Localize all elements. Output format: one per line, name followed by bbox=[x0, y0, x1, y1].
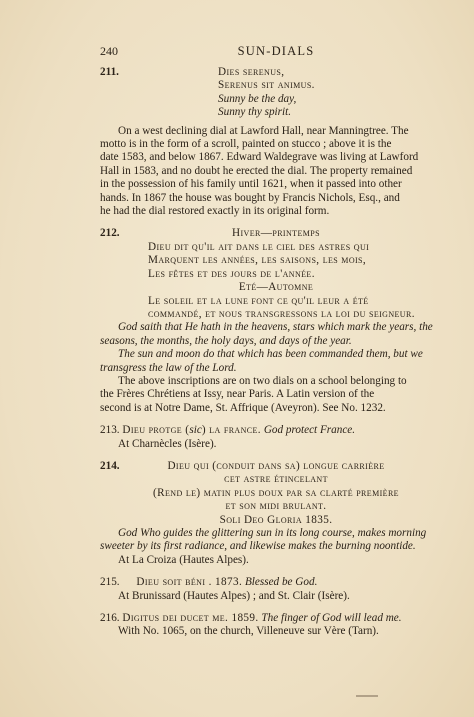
paragraph-line: date 1583, and below 1867. Edward Waldegrave was living at Lawford bbox=[100, 151, 419, 164]
entry-number: 216. bbox=[100, 612, 120, 625]
motto-line bbox=[100, 576, 452, 589]
paragraph-line: Hall in 1583, and no doubt he erected the dial. The property remained bbox=[100, 164, 413, 177]
season-heading: Hiver—printemps bbox=[232, 227, 320, 240]
translation-text: Blessed be God. bbox=[244, 576, 318, 589]
paragraph-line: he had the dial restored exactly in its original form. bbox=[100, 205, 330, 218]
paragraph-line: On a west declining dial at Lawford Hall, near Manningtree. The bbox=[118, 124, 409, 137]
motto-text: ) la france. bbox=[201, 424, 262, 437]
location-line: At La Croiza (Hautes Alpes). bbox=[118, 553, 249, 566]
paragraph-line: motto is in the form of a scroll, painted on stucco ; above it is the bbox=[100, 138, 392, 151]
entry-214 bbox=[100, 460, 452, 567]
entry-216 bbox=[100, 612, 452, 639]
motto-line: Le soleil et la lune font ce qu'il leur a été bbox=[148, 294, 369, 307]
motto-line: Soli Deo Gloria 1835. bbox=[219, 513, 333, 526]
motto-line: Serenus sit animus. bbox=[218, 79, 315, 92]
motto-text: Dieu protge ( bbox=[122, 424, 190, 437]
ink-mark bbox=[356, 695, 378, 697]
entry-number: 213. bbox=[100, 424, 120, 437]
translation-line: God Who guides the glittering sun in its long course, makes morning bbox=[118, 527, 427, 539]
entry-215 bbox=[100, 576, 452, 603]
translation-line: God saith that He hath in the heavens, stars which mark the years, the bbox=[118, 321, 433, 334]
motto-line: Dieu dit qu'il ait dans le ciel des astres qui bbox=[148, 240, 370, 253]
motto-line: commandé, et nous transgressons la loi du seigneur. bbox=[148, 307, 415, 320]
motto-line: Marquent les années, les saisons, les mois, bbox=[148, 254, 367, 267]
translation-line: Sunny thy spirit. bbox=[218, 106, 292, 119]
motto-text: Digitus dei ducet me. 1859. bbox=[122, 612, 259, 625]
paragraph-line: second is at Notre Dame, St. Affrique (Aveyron). See No. 1232. bbox=[100, 401, 386, 414]
entry-212 bbox=[100, 227, 452, 415]
motto-line: et son midi brulant. bbox=[225, 500, 327, 513]
paragraph-line: The above inscriptions are on two dials on a school belonging to bbox=[118, 374, 407, 387]
motto-line: Les fêtes et des jours de l'année. bbox=[148, 267, 315, 280]
translation-line: sweeter by its first radiance, and likewise makes the burning noontide. bbox=[100, 540, 416, 553]
location-line: With No. 1065, on the church, Villeneuve sur Vère (Tarn). bbox=[118, 625, 379, 638]
motto-line bbox=[100, 424, 452, 437]
season-heading: Eté—Automne bbox=[238, 281, 314, 294]
location-line: At Brunissard (Hautes Alpes) ; and St. Clair (Isère). bbox=[118, 589, 350, 602]
motto-line bbox=[100, 612, 452, 625]
page-body bbox=[100, 66, 452, 639]
paragraph-line: hands. In 1867 the house was bought by Francis Nichols, Esq., and bbox=[100, 191, 400, 204]
translation-text: God protect France. bbox=[263, 424, 356, 437]
entry-211 bbox=[100, 66, 452, 218]
translation-line: transgress the law of the Lord. bbox=[100, 361, 237, 374]
sic-note: sic bbox=[189, 424, 202, 437]
paragraph-line: the Frères Chrétiens at Issy, near Paris. A Latin version of the bbox=[100, 388, 375, 401]
motto-line: Dies serenus, bbox=[218, 66, 285, 78]
running-title: SUN-DIALS bbox=[237, 44, 315, 58]
location-line: At Charnècles (Isère). bbox=[118, 437, 217, 450]
entry-number: 211. bbox=[100, 66, 119, 78]
motto-line: Dieu qui (conduit dans sa) longue carrière bbox=[167, 459, 385, 472]
entry-number: 214. bbox=[100, 459, 120, 472]
page-header bbox=[100, 44, 452, 62]
translation-text: The finger of God will lead me. bbox=[261, 612, 402, 625]
entry-213 bbox=[100, 424, 452, 451]
paragraph-line: in the possession of his family until 1621, when it passed into other bbox=[100, 178, 402, 191]
translation-line: Sunny be the day, bbox=[218, 92, 297, 105]
translation-line: The sun and moon do that which has been commanded them, but we bbox=[118, 348, 423, 361]
motto-line: (Rend le) matin plus doux par sa clarté première bbox=[153, 486, 399, 499]
entry-number: 215. bbox=[100, 576, 120, 589]
translation-line: seasons, the months, the holy days, and days of the year. bbox=[100, 334, 352, 347]
motto-text: Dieu soit béni . 1873. bbox=[136, 576, 243, 589]
motto-line: cet astre étincelant bbox=[224, 473, 328, 486]
page-number: 240 bbox=[100, 44, 118, 58]
entry-number: 212. bbox=[100, 227, 120, 240]
